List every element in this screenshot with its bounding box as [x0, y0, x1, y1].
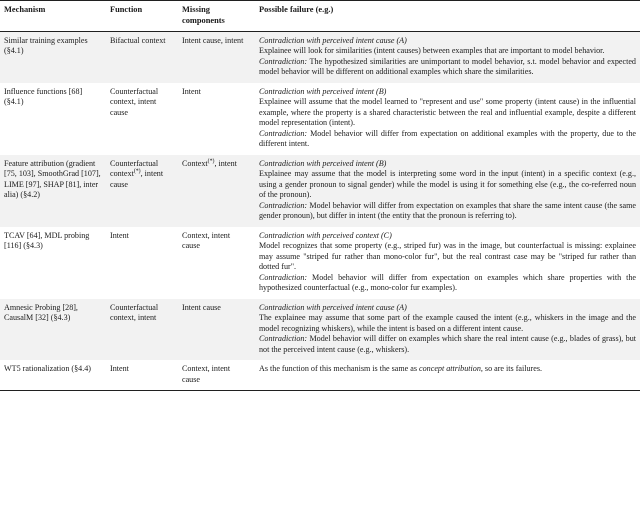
asterisk-marker: (*): [207, 157, 215, 164]
failure-title: Contradiction with perceived intent (B): [259, 86, 387, 96]
cell-possible-failure: [254, 155, 640, 227]
contradiction-body: The hypothesized similarities are unimportant to model behavior, s.t. model behavior and expected model behavior will be different on additional examples which share the similarities.: [259, 56, 636, 77]
cell-possible-failure: [254, 360, 640, 391]
failure-title: Contradiction with perceived context (C): [259, 230, 392, 240]
column-header-function: Function: [110, 1, 182, 32]
table-row: [0, 299, 640, 361]
contradiction-label: Contradiction:: [259, 200, 308, 210]
contradiction-paragraph: [259, 129, 636, 150]
contradiction-body: Model behavior will differ from expectation on additional examples with the property, due to the different intent.: [259, 128, 636, 149]
contradiction-paragraph: [259, 201, 636, 222]
cell-missing-components: Context, intent cause: [182, 360, 254, 391]
failure-body: Model recognizes that some property (e.g., striped fur) was in the image, but counterfactual is missing: explainee may assume "striped fur rather than mono-color fur", but the real contrast case may be "striped fur rather than dotted fur".: [259, 241, 636, 272]
failure-body: The explainee may assume that some part of the example caused the intent (e.g., whiskers in the image and the model recognizing whiskers), while the intent is based on a different intent cause.: [259, 313, 636, 333]
table-row: [0, 31, 640, 83]
cell-mechanism: TCAV [64], MDL probing [116] (§4.3): [0, 227, 110, 299]
cell-possible-failure: [254, 83, 640, 155]
column-header-missing-components: [182, 1, 254, 32]
header-row: [0, 1, 640, 32]
column-header-missing-line2: components: [182, 15, 225, 25]
cell-possible-failure: [254, 299, 640, 361]
cell-function: Counterfactual context(*), intent cause: [110, 155, 182, 227]
cell-missing-components: Intent: [182, 83, 254, 155]
failure-title: Contradiction with perceived intent cause (A): [259, 35, 407, 45]
cell-function: Intent: [110, 227, 182, 299]
cell-function: Counterfactual context, intent cause: [110, 83, 182, 155]
cell-possible-failure: [254, 31, 640, 83]
failure-body-emphasis: concept attribution: [419, 364, 481, 374]
table-row: [0, 360, 640, 391]
failure-body: Explainee will assume that the model learned to "represent and use" some property (intent cause) in the influential example, where the property is a shared characteristic between the real and influential example, despite a different model representation (intent).: [259, 97, 636, 128]
column-header-missing-line1: Missing: [182, 5, 210, 14]
cell-mechanism: WT5 rationalization (§4.4): [0, 360, 110, 391]
table-row: [0, 227, 640, 299]
contradiction-paragraph: [259, 273, 636, 294]
cell-missing-components: Context, intent cause: [182, 227, 254, 299]
contradiction-label: Contradiction:: [259, 272, 308, 282]
failure-title: Contradiction with perceived intent (B): [259, 158, 387, 168]
failure-body: Explainee may assume that the model is interpreting some word in the input (intent) in a specific context (e.g., using a gender pronoun to signal gender) while the model is using it for something else (e.g., the co-referred noun of the pronoun).: [259, 169, 636, 200]
cell-missing-components: Context(*), intent: [182, 155, 254, 227]
cell-missing-components: Intent cause, intent: [182, 31, 254, 83]
cell-mechanism: Feature attribution (gradient [75, 103], SmoothGrad [107], LIME [97], SHAP [81], inter alia) (§4.2): [0, 155, 110, 227]
table-row: [0, 155, 640, 227]
contradiction-label: Contradiction:: [259, 128, 308, 138]
cell-possible-failure: [254, 227, 640, 299]
cell-mechanism: Amnesic Probing [28], CausalM [32] (§4.3): [0, 299, 110, 361]
failure-body-post: , so are its failures.: [480, 364, 543, 374]
contradiction-body: Model behavior will differ on examples which share the real intent cause (e.g., blades of grass), but not the perceived intent cause (e.g., whiskers).: [259, 334, 636, 354]
contradiction-label: Contradiction:: [259, 334, 308, 344]
failure-body-pre: As the function of this mechanism is the same as: [259, 364, 420, 374]
asterisk-marker: (*): [133, 168, 141, 175]
cell-function: Counterfactual context, intent: [110, 299, 182, 361]
table-header: [0, 1, 640, 32]
failure-title: Contradiction with perceived intent cause (A): [259, 302, 407, 312]
column-header-mechanism: Mechanism: [0, 1, 110, 32]
cell-mechanism: Influence functions [68] (§4.1): [0, 83, 110, 155]
table-body: [0, 31, 640, 391]
cell-mechanism: Similar training examples (§4.1): [0, 31, 110, 83]
contradiction-paragraph: [259, 57, 636, 78]
failure-body: Explainee will look for similarities (intent causes) between examples that are important to model behavior.: [259, 46, 605, 56]
cell-function: Intent: [110, 360, 182, 391]
contradiction-body: Model behavior will differ from expectation on examples that share the same intent cause (the same gender pronoun), but differ in intent (the entity that the pronoun is referring to).: [259, 200, 636, 221]
cell-function: Bifactual context: [110, 31, 182, 83]
contradiction-body: Model behavior will differ from expectation on examples which share properties with the hypothesized counterfactual (e.g., mono-color fur examples).: [259, 272, 637, 293]
table-row: [0, 83, 640, 155]
cell-missing-components: Intent cause: [182, 299, 254, 361]
failure-body: [259, 364, 636, 375]
contradiction-paragraph: [259, 334, 636, 355]
column-header-possible-failure: Possible failure (e.g.): [254, 1, 640, 32]
contradiction-label: Contradiction:: [259, 56, 308, 66]
